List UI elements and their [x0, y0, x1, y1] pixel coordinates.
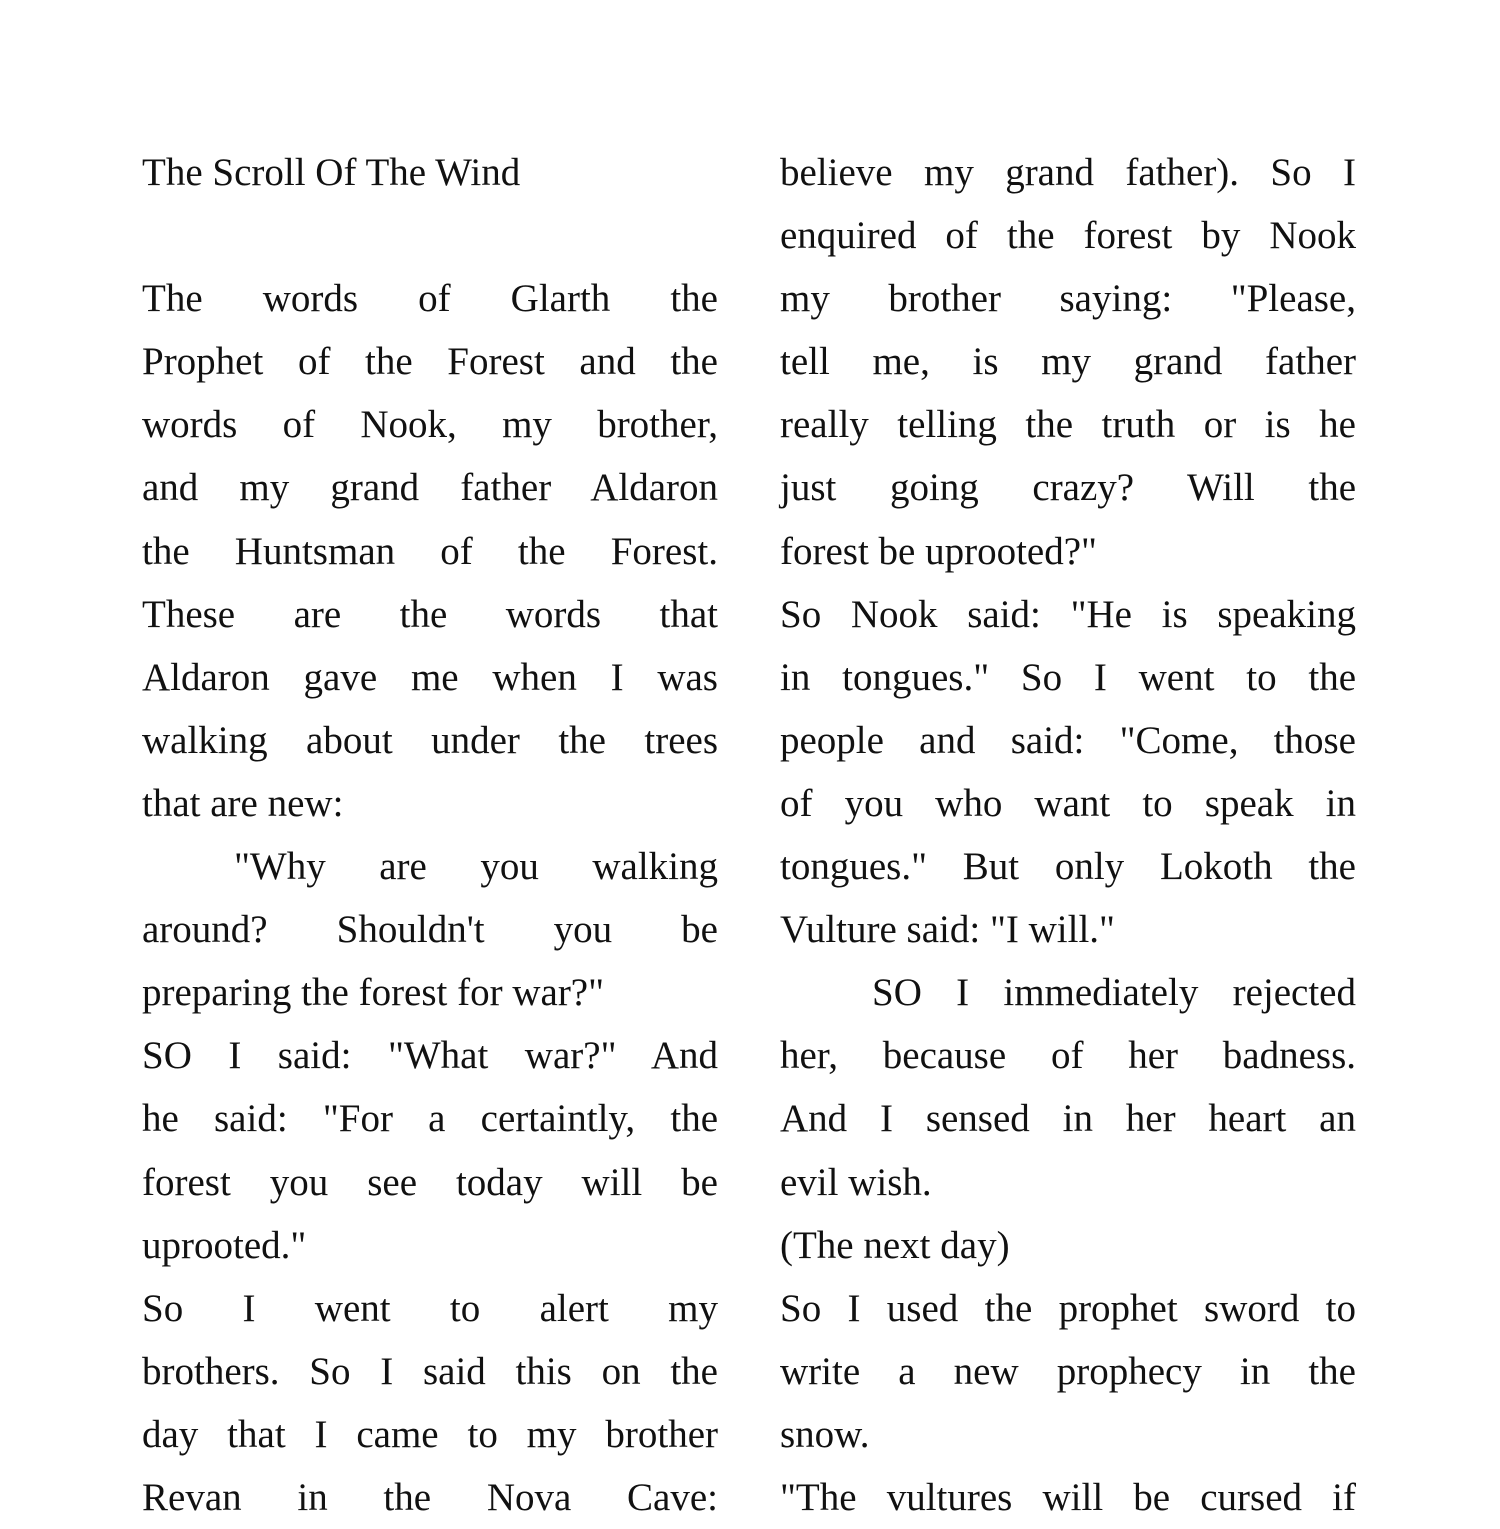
text-line: preparing the forest for war?" [142, 971, 605, 1015]
text-line: the Huntsman of the Forest. [142, 529, 718, 573]
text-line: brothers. So I said this on the [142, 1349, 718, 1393]
text-line: "Why are you walking [234, 845, 718, 889]
text-line: evil wish. [780, 1160, 932, 1204]
text-line: snow. [780, 1412, 870, 1456]
text-line: walking about under the trees [142, 718, 718, 762]
text-line: SO I said: "What war?" And [142, 1034, 718, 1078]
text-line: Aldaron gave me when I was [142, 655, 718, 699]
text-line: really telling the truth or is he [780, 403, 1356, 447]
text-line: forest be uprooted?" [780, 529, 1097, 573]
text-line: day that I came to my brother [142, 1412, 718, 1456]
text-line: So I used the prophet sword to [780, 1286, 1356, 1330]
text-line: Vulture said: "I will." [780, 908, 1115, 952]
document-title: The Scroll Of The Wind [142, 151, 521, 194]
text-line: he said: "For a certaintly, the [142, 1097, 718, 1141]
text-line: believe my grand father). So I [780, 151, 1356, 194]
right-text-column [780, 141, 1356, 1529]
text-line: words of Nook, my brother, [142, 403, 718, 447]
text-line: These are the words that [142, 592, 718, 636]
text-line: forest you see today will be [142, 1160, 718, 1204]
text-line: of you who want to speak in [780, 781, 1356, 825]
text-line: And I sensed in her heart an [780, 1097, 1356, 1141]
text-line: uprooted." [142, 1223, 307, 1267]
text-line [142, 204, 718, 267]
text-line: So Nook said: "He is speaking [780, 592, 1356, 636]
text-line: tongues." But only Lokoth the [780, 845, 1356, 889]
left-text-column [142, 141, 718, 1529]
text-line: Prophet of the Forest and the [142, 340, 718, 384]
text-line: enquired of the forest by Nook [780, 214, 1356, 258]
text-line: around? Shouldn't you be [142, 908, 718, 952]
text-line: write a new prophecy in the [780, 1349, 1356, 1393]
text-line: Revan in the Nova Cave: [142, 1475, 718, 1519]
text-line: that are new: [142, 781, 344, 825]
text-line: The words of Glarth the [142, 277, 718, 321]
text-line: tell me, is my grand father [780, 340, 1356, 384]
text-line: my brother saying: "Please, [780, 277, 1356, 321]
text-line: and my grand father Aldaron [142, 466, 718, 510]
text-line: her, because of her badness. [780, 1034, 1356, 1078]
text-line: (The next day) [780, 1223, 1010, 1267]
text-line: So I went to alert my [142, 1286, 718, 1330]
text-line: just going crazy? Will the [780, 466, 1356, 510]
text-line: people and said: "Come, those [780, 718, 1356, 762]
text-line: SO I immediately rejected [872, 971, 1356, 1015]
text-line: in tongues." So I went to the [780, 655, 1356, 699]
text-line: "The vultures will be cursed if [780, 1475, 1356, 1519]
